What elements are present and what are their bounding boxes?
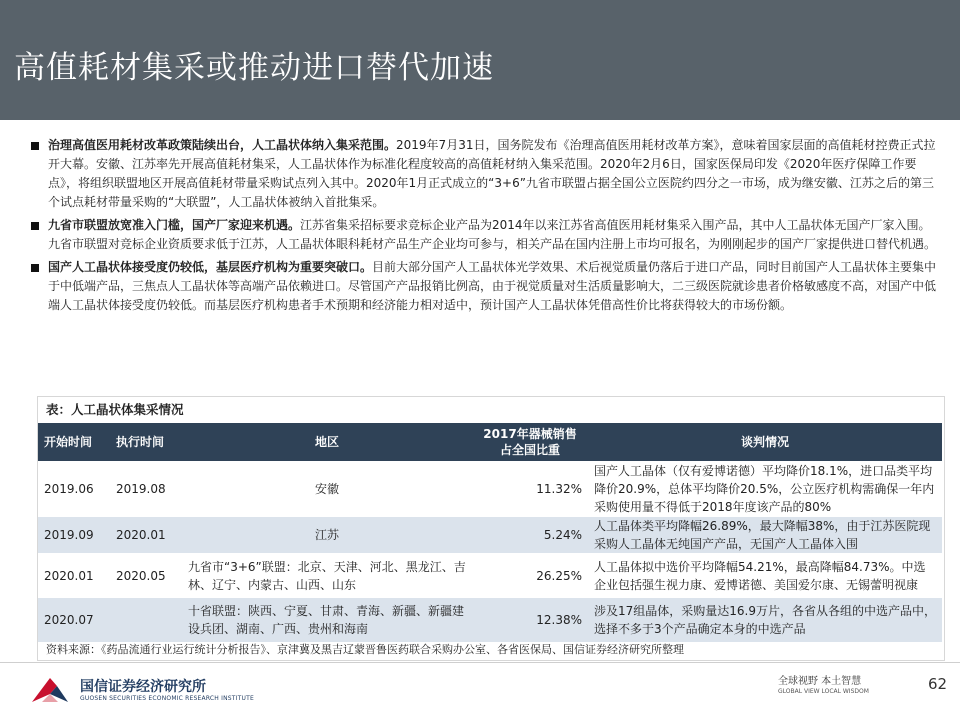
column-header: 地区 [182, 423, 472, 461]
start-cell: 2019.06 [38, 461, 110, 517]
exec-cell: 2020.01 [110, 517, 182, 553]
negotiation-cell: 涉及17组晶体，采购量达16.9万片，各省从各组的中选产品中，选择不多于3个产品确定本身的中选产品 [588, 598, 942, 642]
bullet-item [26, 136, 938, 212]
start-cell: 2020.07 [38, 598, 110, 642]
bullet-lead: 国产人工晶状体接受度仍较低，基层医疗机构为重要突破口。 [48, 260, 373, 274]
table-row [38, 461, 942, 517]
region-cell: 安徽 [182, 461, 472, 517]
region-cell: 十省联盟：陕西、宁夏、甘肃、青海、新疆、新疆建设兵团、湖南、广西、贵州和海南 [182, 598, 472, 642]
bullet-text: 2019年7月31日，国务院发布《治理高值医用耗材改革方案》，意味着国家层面的高值耗材控费正式拉开大幕。安徽、江苏率先开展高值耗材集采，人工晶状体作为标准化程度较高的高值耗材纳入集采范围。2020年2月6日，国家医保局印发《2020年医疗保障工作要点》，将组织联盟地区开展高值耗材带量采购试点列入其中。2020年1月正式成立的“3+6”九省市联盟占据全国公立医院约四分之一市场，成为继安徽、江苏之后的第三个试点耗材带量采购的“大联盟”，人工晶状体被纳入首批集采。 [48, 138, 936, 209]
bullet-item [26, 216, 938, 254]
bullet-text: 江苏省集采招标要求竞标企业产品为2014年以来江苏省高值医用耗材集采入围产品，其中人工晶状体无国产厂家入围。九省市联盟对竞标企业资质要求低于江苏，人工晶状体眼科耗材产品生产企业均可参与，相关产品在国内注册上市均可报名，为刚刚起步的国产厂家提供进口替代机遇。 [48, 218, 937, 251]
source-note: 资料来源：《药品流通行业运行统计分析报告》、京津冀及黑吉辽蒙晋鲁医药联合采购办公室、各省医保局、国信证券经济研究所整理 [46, 643, 684, 656]
share-cell: 12.38% [472, 598, 588, 642]
company-name: 国信证券经济研究所 [80, 679, 206, 695]
table-header-row [38, 423, 942, 461]
procurement-table [38, 423, 942, 642]
bullet-list [26, 136, 938, 319]
negotiation-cell: 人工晶体类平均降幅26.89%，最大降幅38%，由于江苏医院现采购人工晶体无纯国产产品，无国产人工晶体入围 [588, 517, 942, 553]
share-cell: 5.24% [472, 517, 588, 553]
exec-cell: 2019.08 [110, 461, 182, 517]
page-number: 62 [928, 675, 948, 693]
slogan: 全球视野 本土智慧 [778, 676, 862, 687]
start-cell: 2019.09 [38, 517, 110, 553]
bullet-item [26, 258, 938, 315]
column-header: 谈判情况 [588, 423, 942, 461]
bullet-text: 目前大部分国产人工晶状体光学效果、术后视觉质量仍落后于进口产品，同时目前国产人工晶状体主要集中于中低端产品，三焦点人工晶状体等高端产品依赖进口。尽管国产产品报销比例高，由于视觉质量对生活质量影响大，二三级医院就诊患者价格敏感度不高，对国产中低端人工晶状体接受度仍较低。而基层医疗机构患者手术预期和经济能力相对适中，预计国产人工晶状体凭借高性价比将获得较大的市场份额。 [48, 260, 937, 312]
negotiation-cell: 人工晶体拟中选价平均降幅54.21%，最高降幅84.73%。中选企业包括强生视力康、爱博诺德、美国爱尔康、无锡蕾明视康 [588, 553, 942, 598]
column-header: 开始时间 [38, 423, 110, 461]
footer-divider [0, 662, 960, 663]
region-cell: 江苏 [182, 517, 472, 553]
exec-cell [110, 598, 182, 642]
slogan-en: GLOBAL VIEW LOCAL WISDOM [778, 688, 869, 695]
table-row [38, 517, 942, 553]
table-row [38, 598, 942, 642]
bullet-lead: 治理高值医用耗材改革政策陆续出台，人工晶状体纳入集采范围。 [48, 138, 397, 152]
square-bullet-icon [31, 264, 39, 272]
table-caption: 表：人工晶状体集采情况 [46, 402, 184, 417]
bullet-lead: 九省市联盟放宽准入门槛，国产厂家迎来机遇。 [48, 218, 301, 232]
share-cell: 11.32% [472, 461, 588, 517]
negotiation-cell: 国产人工晶体（仅有爱博诺德）平均降价18.1%，进口品类平均降价20.9%，总体平均降价20.5%，公立医疗机构需确保一年内采购使用量不得低于2018年度该产品的80% [588, 461, 942, 517]
company-name-en: GUOSEN SECURITIES ECONOMIC RESEARCH INSTITUTE [80, 695, 254, 702]
square-bullet-icon [31, 222, 39, 230]
start-cell: 2020.01 [38, 553, 110, 598]
region-cell: 九省市“3+6”联盟：北京、天津、河北、黑龙江、吉林、辽宁、内蒙古、山西、山东 [182, 553, 472, 598]
table-row [38, 553, 942, 598]
guosen-logo-icon [30, 672, 70, 706]
title-bar [0, 0, 960, 120]
column-header: 2017年器械销售占全国比重 [472, 423, 588, 461]
page-title: 高值耗材集采或推动进口替代加速 [14, 50, 494, 86]
square-bullet-icon [31, 142, 39, 150]
exec-cell: 2020.05 [110, 553, 182, 598]
column-header: 执行时间 [110, 423, 182, 461]
share-cell: 26.25% [472, 553, 588, 598]
